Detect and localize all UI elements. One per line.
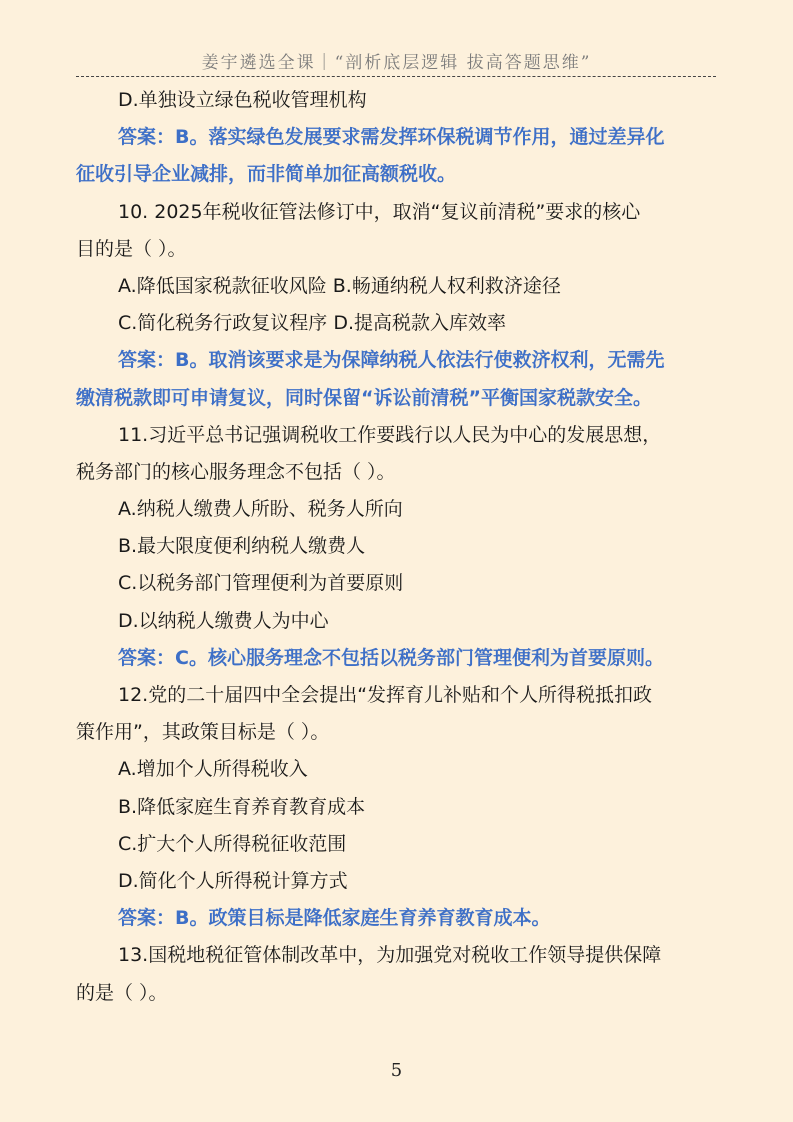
text-line: 11.习近平总书记强调税收工作要践行以人民为中心的发展思想，	[118, 423, 662, 446]
text-line: C.扩大个人所得税征收范围	[118, 832, 347, 855]
text-line: B.最大限度便利纳税人缴费人	[118, 535, 366, 558]
answer-line: 缴清税款即可申请复议，同时保留“诉讼前清税”平衡国家税款安全。	[76, 386, 652, 409]
text-line: A.降低国家税款征收风险 B.畅通纳税人权利救济途径	[118, 274, 561, 297]
text-line: 13.国税地税征管体制改革中，为加强党对税收工作领导提供保障	[118, 944, 662, 967]
text-line: 10. 2025年税收征管法修订中，取消“复议前清税”要求的核心	[118, 200, 641, 223]
text-line: D.简化个人所得税计算方式	[118, 869, 348, 892]
page-header: 姜宇遴选全课｜“剖析底层逻辑 拔高答题思维”	[201, 53, 592, 73]
answer-line: 征收引导企业减排，而非简单加征高额税收。	[76, 163, 457, 186]
text-line: C.简化税务行政复议程序 D.提高税款入库效率	[118, 312, 507, 335]
answer-line: 答案：B。政策目标是降低家庭生育养育教育成本。	[118, 907, 551, 930]
text-line: 目的是（ ）。	[76, 237, 187, 260]
text-line: D.以纳税人缴费人为中心	[118, 609, 329, 632]
text-line: 策作用”，其政策目标是（ ）。	[76, 721, 330, 744]
document-body	[76, 82, 719, 1012]
text-line: A.纳税人缴费人所盼、税务人所向	[118, 498, 403, 521]
text-line: C.以税务部门管理便利为首要原则	[118, 572, 404, 595]
header-divider	[76, 76, 716, 77]
text-line: D.单独设立绿色税收管理机构	[118, 89, 367, 111]
answer-line: 答案：B。落实绿色发展要求需发挥环保税调节作用，通过差异化	[118, 126, 665, 149]
text-line: 的是（ ）。	[76, 981, 168, 1004]
text-line: B.降低家庭生育养育教育成本	[118, 795, 366, 818]
answer-line: 答案：B。取消该要求是为保障纳税人依法行使救济权利，无需先	[118, 349, 665, 372]
text-line: A.增加个人所得税收入	[118, 758, 308, 781]
text-line: 税务部门的核心服务理念不包括（ ）。	[76, 460, 396, 483]
page-number: 5	[390, 1060, 403, 1081]
answer-line: 答案：C。核心服务理念不包括以税务部门管理便利为首要原则。	[118, 646, 664, 669]
text-line: 12.党的二十届四中全会提出“发挥育儿补贴和个人所得税抵扣政	[118, 684, 653, 706]
